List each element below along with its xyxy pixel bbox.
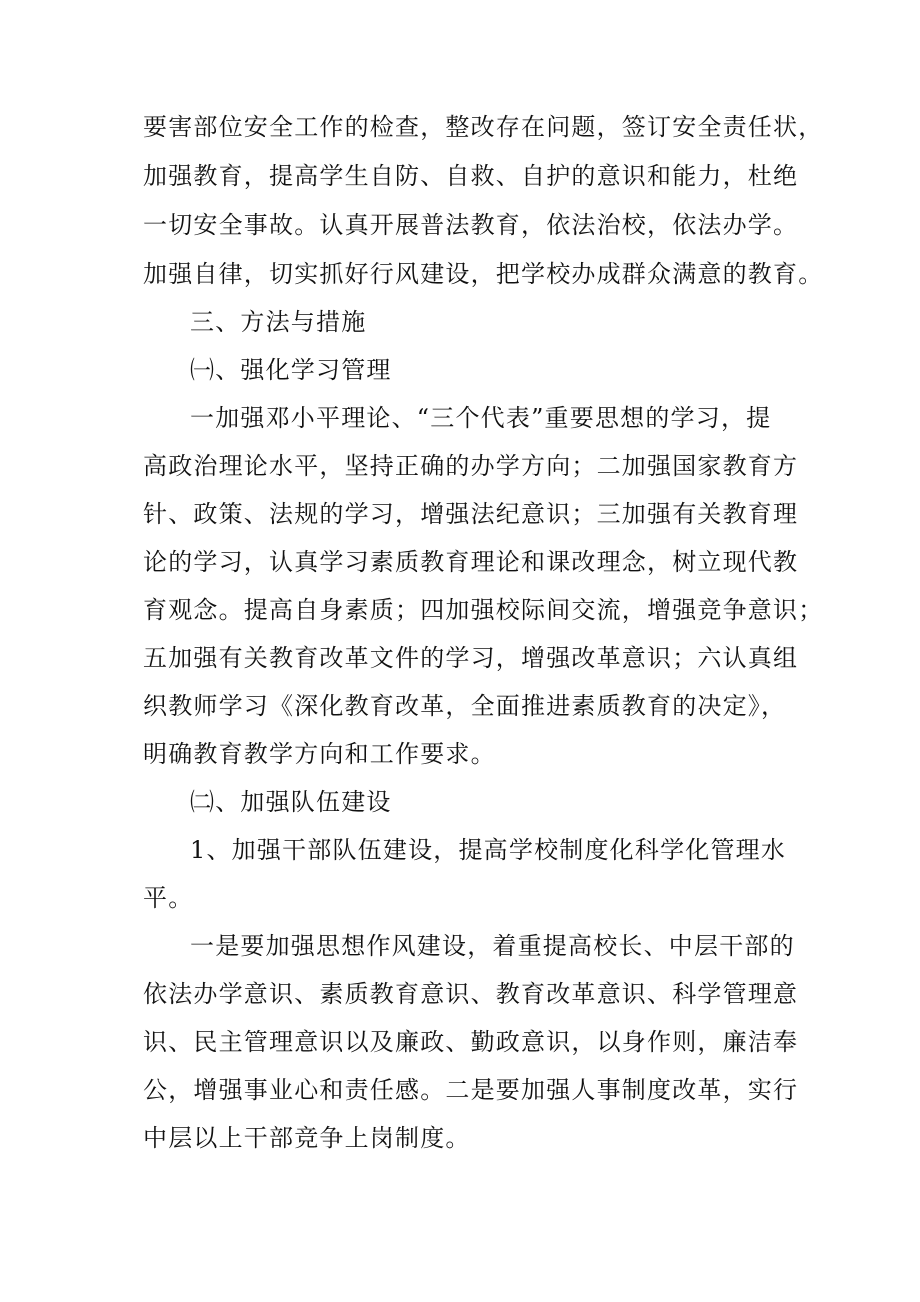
text-line-1: 要害部位安全工作的检查，整改存在问题，签订安全责任状， [143, 113, 824, 141]
text-line-13: 织教师学习《深化教育改革，全面推进素质教育的决定》， [143, 692, 787, 720]
text-line-16: 1、加强干部队伍建设，提高学校制度化科学化管理水 [190, 836, 787, 864]
text-line-11: 育观念。提高自身素质；四加强校际间交流，增强竞争意识； [143, 596, 824, 624]
subsection-heading-2: ㈡、加强队伍建设 [190, 788, 392, 816]
text-line-21: 公，增强事业心和责任感。二是要加强人事制度改革，实行 [143, 1076, 799, 1104]
text-line-19: 依法办学意识、素质教育意识、教育改革意识、科学管理意 [143, 980, 799, 1008]
text-line-7: 一加强邓小平理论、“三个代表”重要思想的学习，提 [190, 404, 772, 432]
text-line-8: 高政治理论水平，坚持正确的办学方向；二加强国家教育方 [143, 452, 799, 480]
subsection-heading-1: ㈠、强化学习管理 [190, 356, 392, 384]
text-line-18: 一是要加强思想作风建设，着重提高校长、中层干部的 [190, 932, 795, 960]
text-line-14: 明确教育教学方向和工作要求。 [143, 740, 496, 768]
text-line-4: 加强自律，切实抓好行风建设，把学校办成群众满意的教育。 [143, 260, 824, 288]
text-line-22: 中层以上干部竞争上岗制度。 [143, 1124, 471, 1152]
text-line-20: 识、民主管理意识以及廉政、勤政意识，以身作则，廉洁奉 [143, 1028, 799, 1056]
text-line-3: 一切安全事故。认真开展普法教育，依法治校，依法办学。 [143, 211, 799, 239]
section-heading: 三、方法与措施 [190, 308, 367, 336]
text-line-9: 针、政策、法规的学习，增强法纪意识；三加强有关教育理 [143, 500, 799, 528]
text-line-2: 加强教育，提高学生自防、自救、自护的意识和能力，杜绝 [143, 162, 799, 190]
text-line-17: 平。 [143, 884, 194, 912]
text-line-12: 五加强有关教育改革文件的学习，增强改革意识；六认真组 [143, 644, 799, 672]
text-line-10: 论的学习，认真学习素质教育理论和课改理念，树立现代教 [143, 548, 799, 576]
